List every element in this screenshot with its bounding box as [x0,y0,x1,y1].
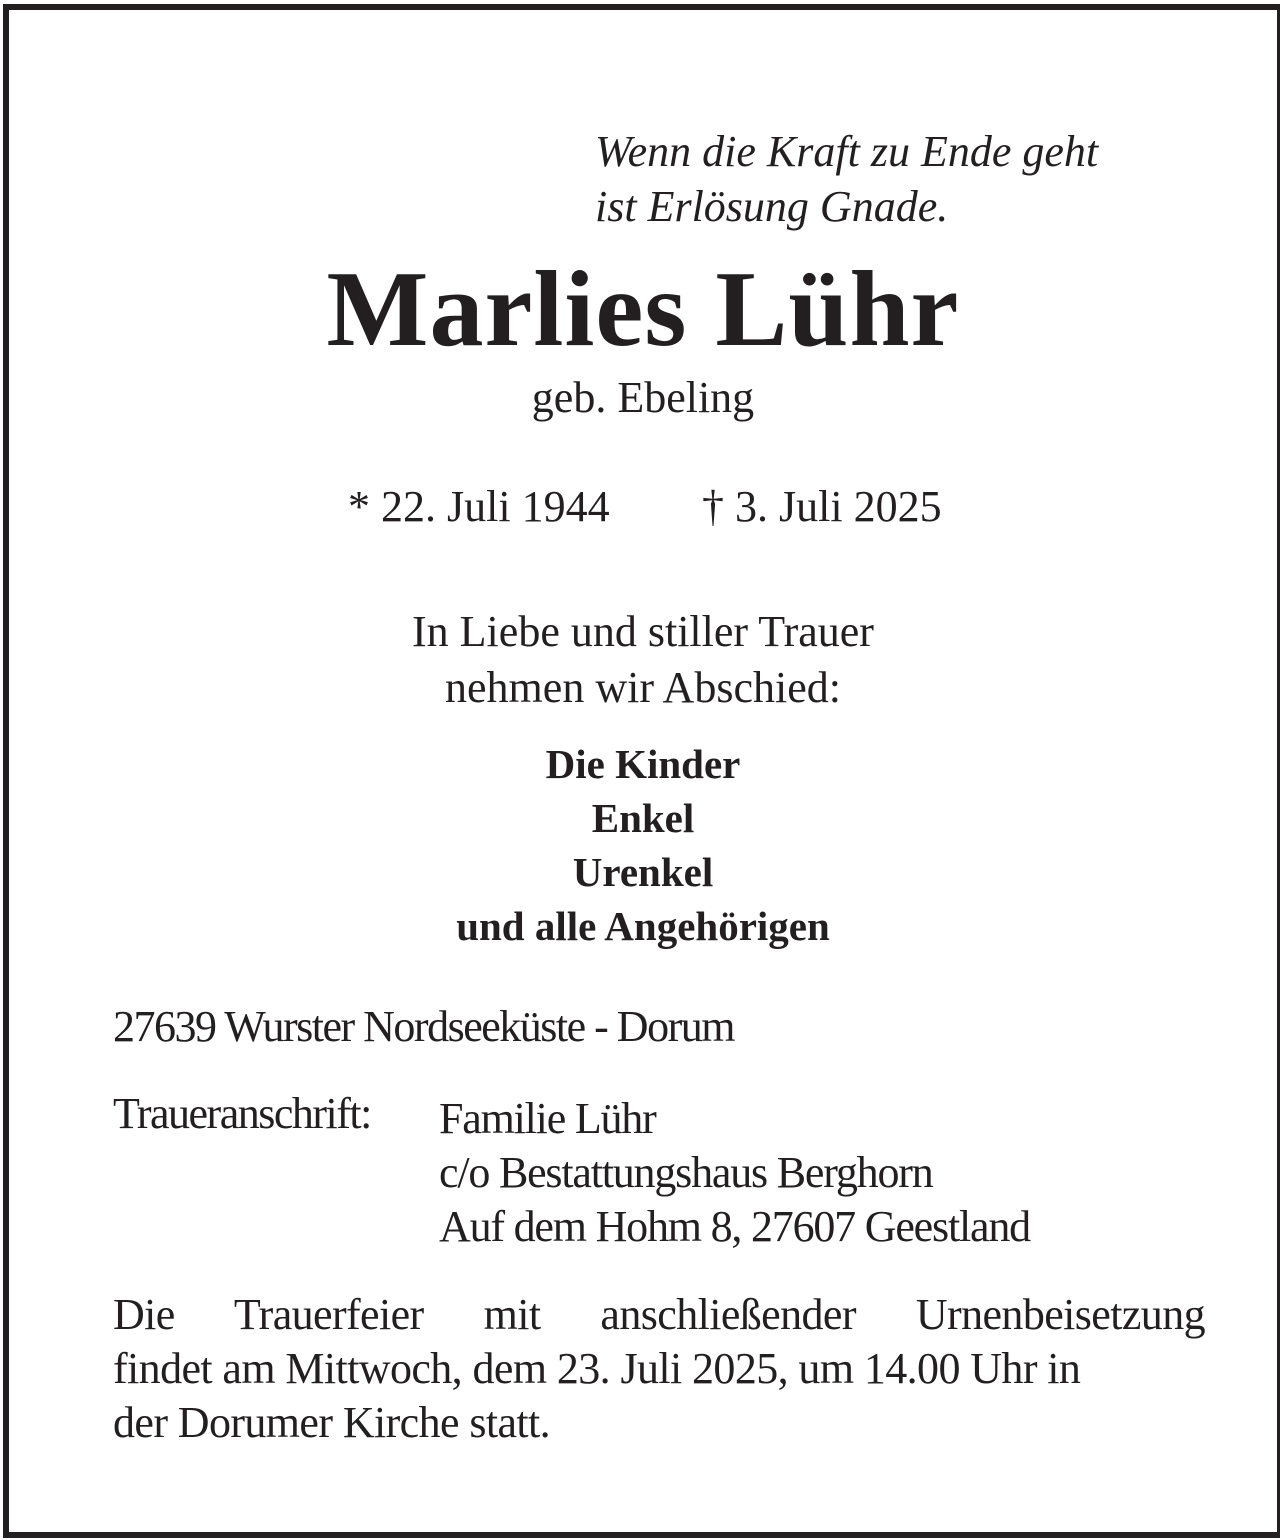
motto-line-1: Wenn die Kraft zu Ende geht [595,127,1099,176]
obituary-notice [3,4,1280,1538]
address-line: c/o Bestattungshaus Berghorn [439,1148,933,1197]
service-line: der Dorumer Kirche statt. [113,1398,551,1447]
residence-location: 27639 Wurster Nordseeküste - Dorum [113,1002,734,1051]
funeral-service-info [113,1288,1205,1450]
motto-line-2: ist Erlösung Gnade. [595,182,949,231]
mourner-entry: Die Kinder [545,741,741,787]
service-line: Die Trauerfeier mit anschließender Urnenbeisetzung [113,1290,1205,1339]
address-line: Familie Lühr [439,1094,656,1143]
address-line: Auf dem Hohm 8, 27607 Geestland [439,1202,1030,1251]
deceased-name: Marlies Lühr [326,250,960,369]
mourner-entry: Enkel [591,795,695,841]
service-line: findet am Mittwoch, dem 23. Juli 2025, um 14.00 Uhr in [113,1344,1081,1393]
mourner-entry: und alle Angehörigen [456,903,830,949]
farewell-line-2: nehmen wir Abschied: [445,663,841,712]
farewell-message [9,604,1277,716]
death-date: † 3. Juli 2025 [702,482,942,531]
mourner-entry: Urenkel [572,849,714,895]
mourners-list [9,737,1277,953]
birth-name: geb. Ebeling [531,373,755,422]
mourning-address [439,1092,1030,1254]
birth-date: * 22. Juli 1944 [348,482,610,531]
mourning-address-label: Traueranschrift: [113,1089,371,1138]
motto-quote [595,124,1098,234]
farewell-line-1: In Liebe und stiller Trauer [412,607,874,656]
